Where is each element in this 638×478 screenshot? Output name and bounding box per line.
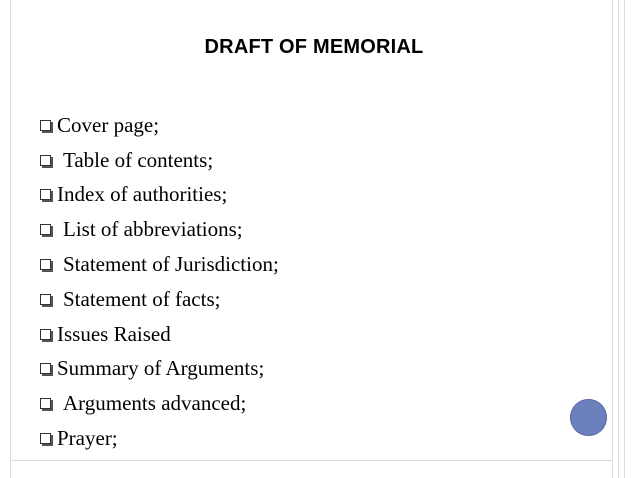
- bullet-item: [40, 352, 279, 387]
- bullet-label: Summary of Arguments;: [57, 356, 265, 381]
- bullet-label: Prayer;: [57, 426, 118, 451]
- frame-line-right: [624, 0, 625, 478]
- bullet-item: [40, 178, 279, 213]
- checkbox-bullet-icon: [40, 120, 51, 131]
- frame-line-bottom: [10, 460, 613, 461]
- bullet-item: [40, 247, 279, 282]
- frame-line-left: [10, 0, 11, 478]
- bullet-label: Index of authorities;: [57, 182, 228, 207]
- bullet-item: [40, 282, 279, 317]
- checkbox-bullet-icon: [40, 329, 51, 340]
- bullet-item: [40, 421, 279, 456]
- checkbox-bullet-icon: [40, 294, 51, 305]
- bullet-label: Cover page;: [57, 112, 160, 137]
- checkbox-bullet-icon: [40, 189, 51, 200]
- checkbox-bullet-icon: [40, 155, 51, 166]
- bullet-label: Issues Raised: [57, 321, 171, 346]
- checkbox-bullet-icon: [40, 363, 51, 374]
- bullet-item: [40, 143, 279, 178]
- bullet-label: Arguments advanced;: [63, 391, 247, 416]
- frame-line-right: [618, 0, 619, 478]
- bullet-item: [40, 108, 279, 143]
- bullet-list: [40, 108, 279, 456]
- bullet-item: [40, 317, 279, 352]
- bullet-item: [40, 386, 279, 421]
- bullet-label: List of abbreviations;: [63, 217, 243, 242]
- bullet-label: Table of contents;: [63, 147, 214, 172]
- circle-nav-icon[interactable]: [570, 399, 607, 436]
- slide-title: DRAFT OF MEMORIAL: [204, 36, 424, 58]
- checkbox-bullet-icon: [40, 433, 51, 444]
- checkbox-bullet-icon: [40, 398, 51, 409]
- bullet-item: [40, 212, 279, 247]
- frame-line-right: [612, 0, 613, 478]
- checkbox-bullet-icon: [40, 259, 51, 270]
- bullet-label: Statement of facts;: [63, 286, 221, 311]
- checkbox-bullet-icon: [40, 224, 51, 235]
- bullet-label: Statement of Jurisdiction;: [63, 252, 279, 277]
